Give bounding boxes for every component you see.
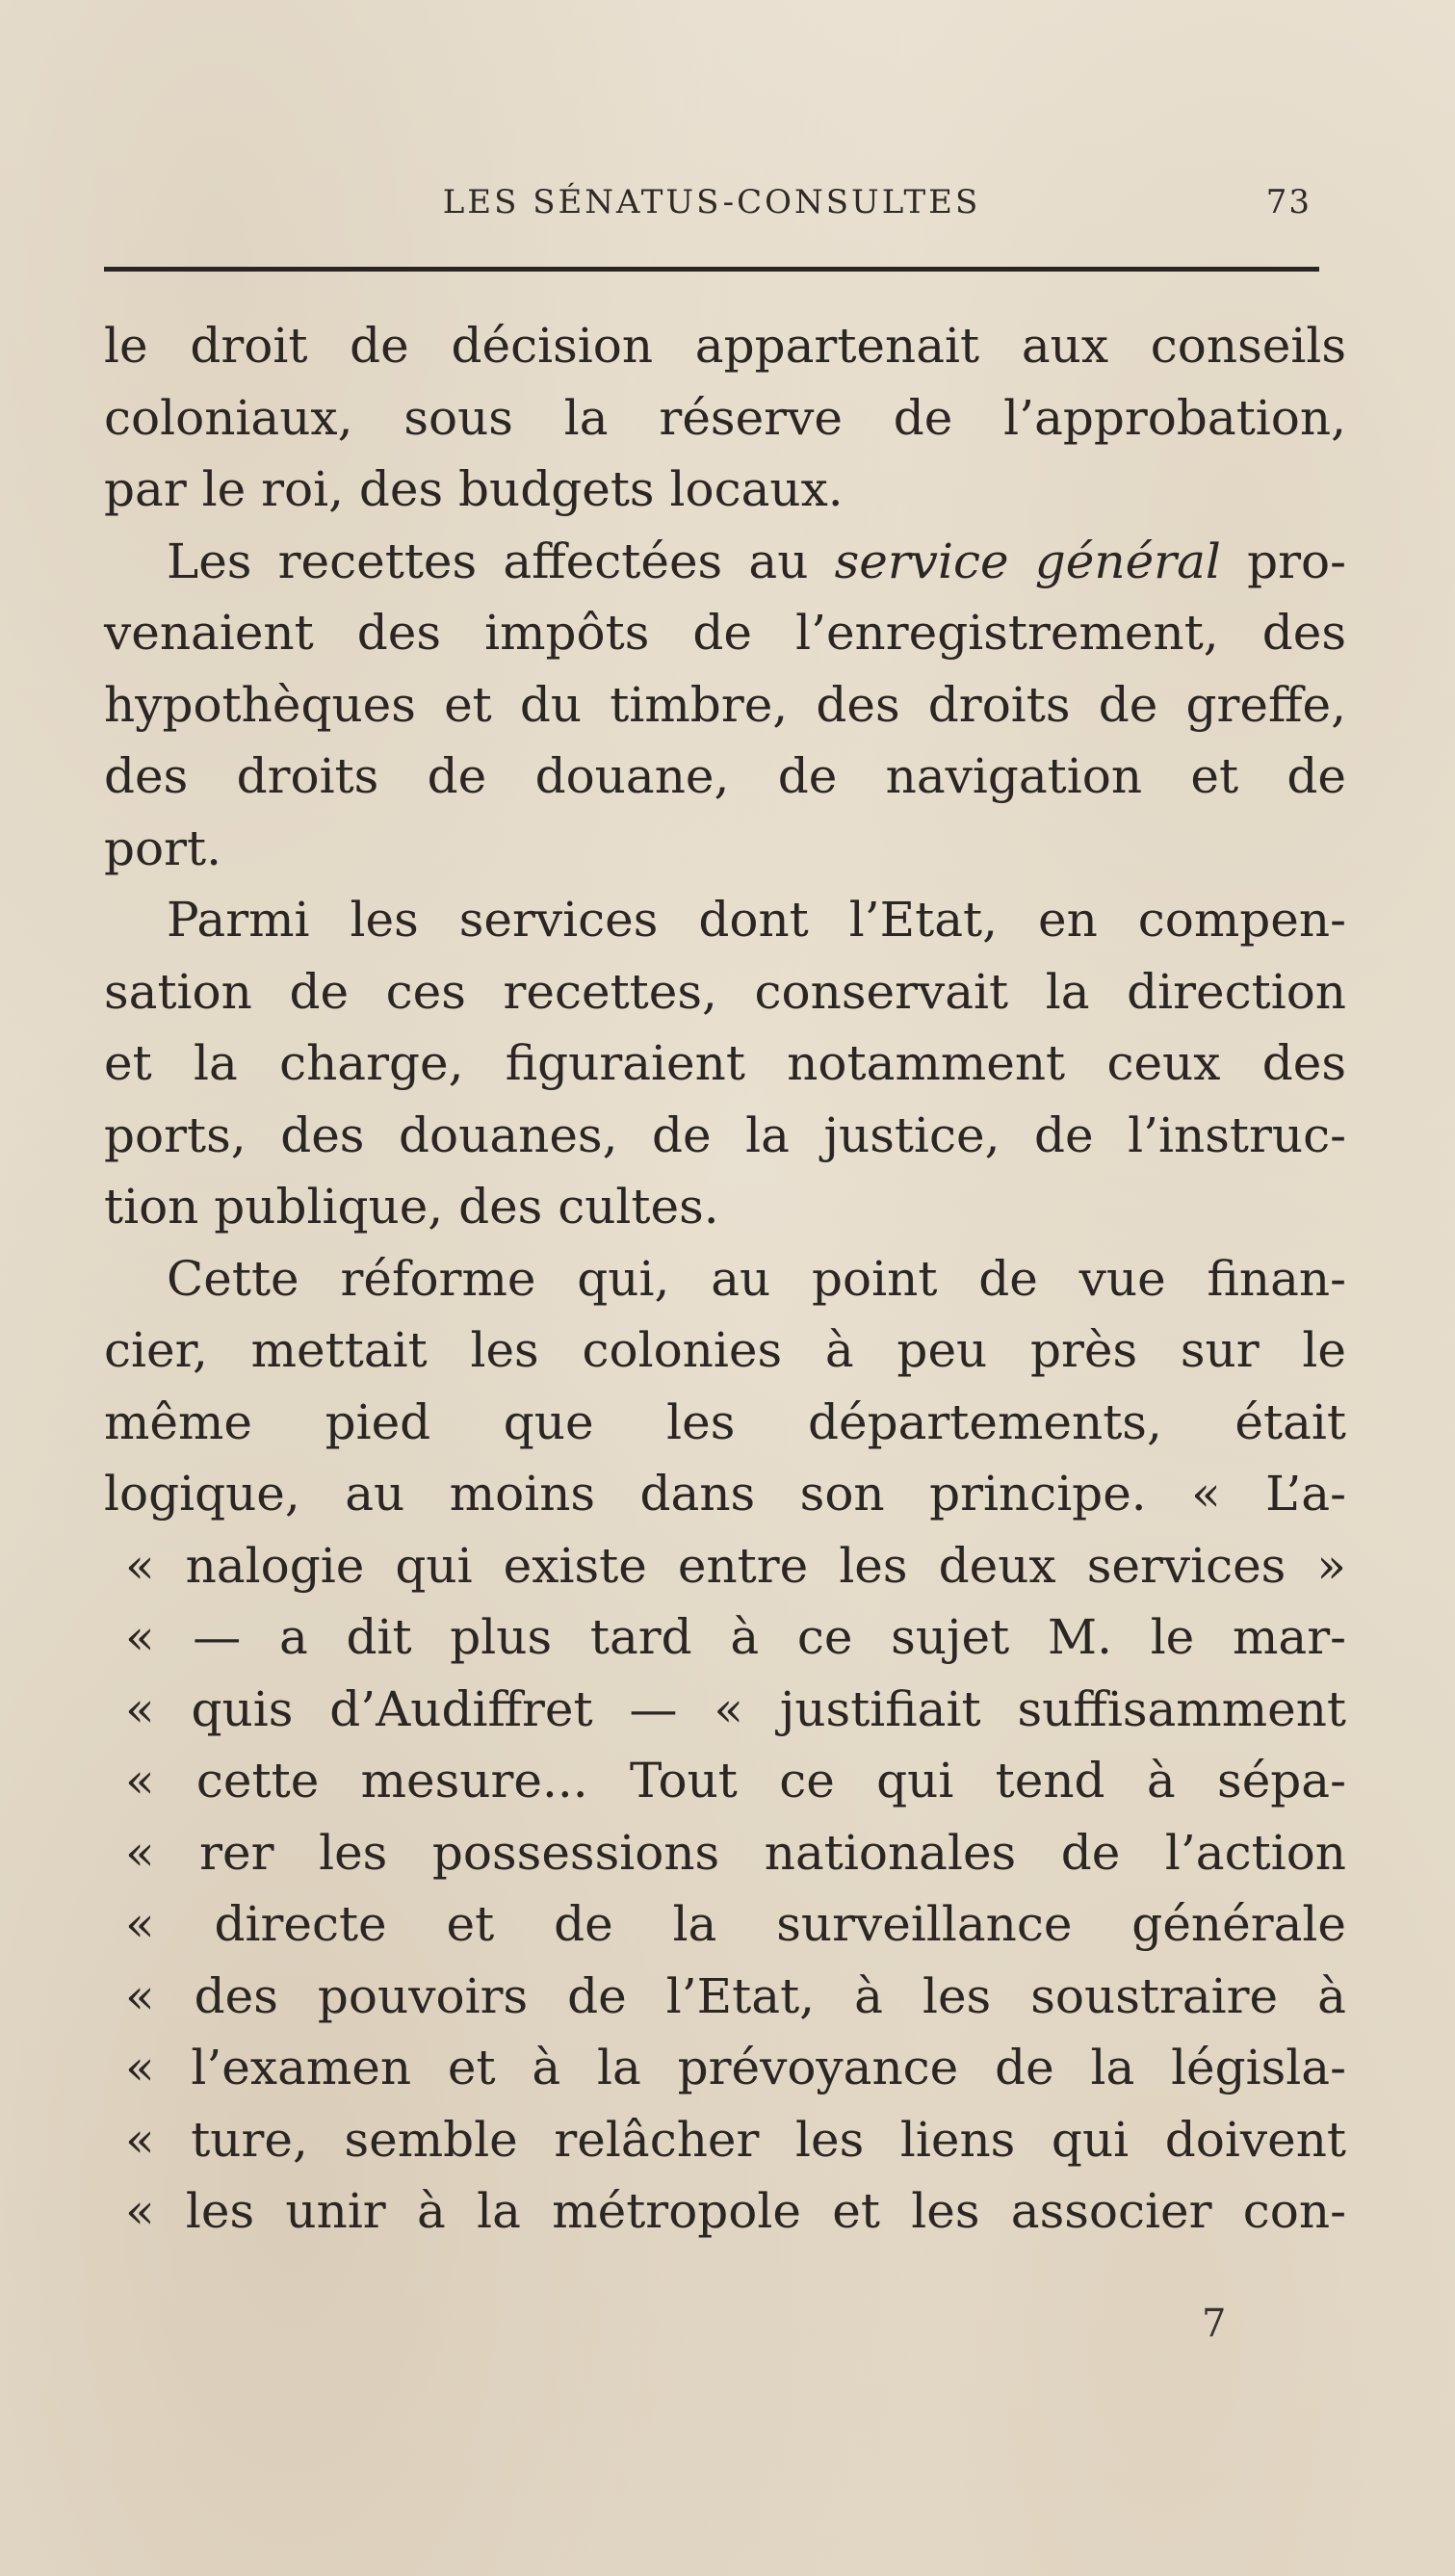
text-line: « quis d’Audiffret — « justifiait suffisamment xyxy=(125,1680,1346,1737)
text-line: « nalogie qui existe entre les deux services » xyxy=(125,1537,1346,1594)
page-header xyxy=(104,183,1319,231)
text-line: port. xyxy=(104,820,221,876)
text-line: et la charge, figuraient notamment ceux des xyxy=(104,1035,1346,1091)
text-line: ports, des douanes, de la justice, de l’instruc- xyxy=(104,1106,1346,1163)
text-line: tion publique, des cultes. xyxy=(104,1179,719,1235)
body-text xyxy=(104,310,1346,2248)
text-line: « les unir à la métropole et les associer con- xyxy=(125,2183,1346,2239)
text-line: venaient des impôts de l’enregistrement, des xyxy=(104,605,1346,661)
text-line: Cette réforme qui, au point de vue finan- xyxy=(167,1250,1346,1307)
text-line: le droit de décision appartenait aux conseils xyxy=(104,318,1346,374)
text-line: Parmi les services dont l’Etat, en compen- xyxy=(167,892,1346,948)
text-segment: Les recettes affectées au xyxy=(167,533,809,589)
text-line: « rer les possessions nationales de l’action xyxy=(125,1824,1346,1881)
text-line: cier, mettait les colonies à peu près sur le xyxy=(104,1322,1346,1378)
text-segment: pro- xyxy=(1247,533,1346,589)
text-line: logique, au moins dans son principe. « L’a- xyxy=(104,1466,1346,1522)
text-line: même pied que les départements, était xyxy=(104,1393,1346,1450)
text-line: « ture, semble relâcher les liens qui doivent xyxy=(125,2111,1346,2168)
italic-term: service général xyxy=(834,533,1221,589)
signature-mark: 7 xyxy=(1202,2302,1227,2346)
text-line: « — a dit plus tard à ce sujet M. le mar- xyxy=(125,1609,1346,1665)
text-line: des droits de douane, de navigation et de xyxy=(104,748,1346,804)
header-rule xyxy=(104,267,1319,272)
text-line: « cette mesure... Tout ce qui tend à sépa- xyxy=(125,1753,1346,1808)
text-line: hypothèques et du timbre, des droits de greffe, xyxy=(104,676,1346,733)
running-title: LES SÉNATUS-CONSULTES xyxy=(442,183,981,221)
page-number: 73 xyxy=(1265,183,1312,221)
text-line: « l’examen et à la prévoyance de la législa- xyxy=(125,2040,1346,2095)
text-line: « des pouvoirs de l’Etat, à les soustraire à xyxy=(125,1967,1346,2024)
text-line: sation de ces recettes, conservait la direction xyxy=(104,963,1346,1020)
text-line xyxy=(104,526,1346,598)
text-line: coloniaux, sous la réserve de l’approbation, xyxy=(104,389,1346,446)
text-line: par le roi, des budgets locaux. xyxy=(104,461,844,517)
text-line: « directe et de la surveillance générale xyxy=(125,1896,1346,1952)
